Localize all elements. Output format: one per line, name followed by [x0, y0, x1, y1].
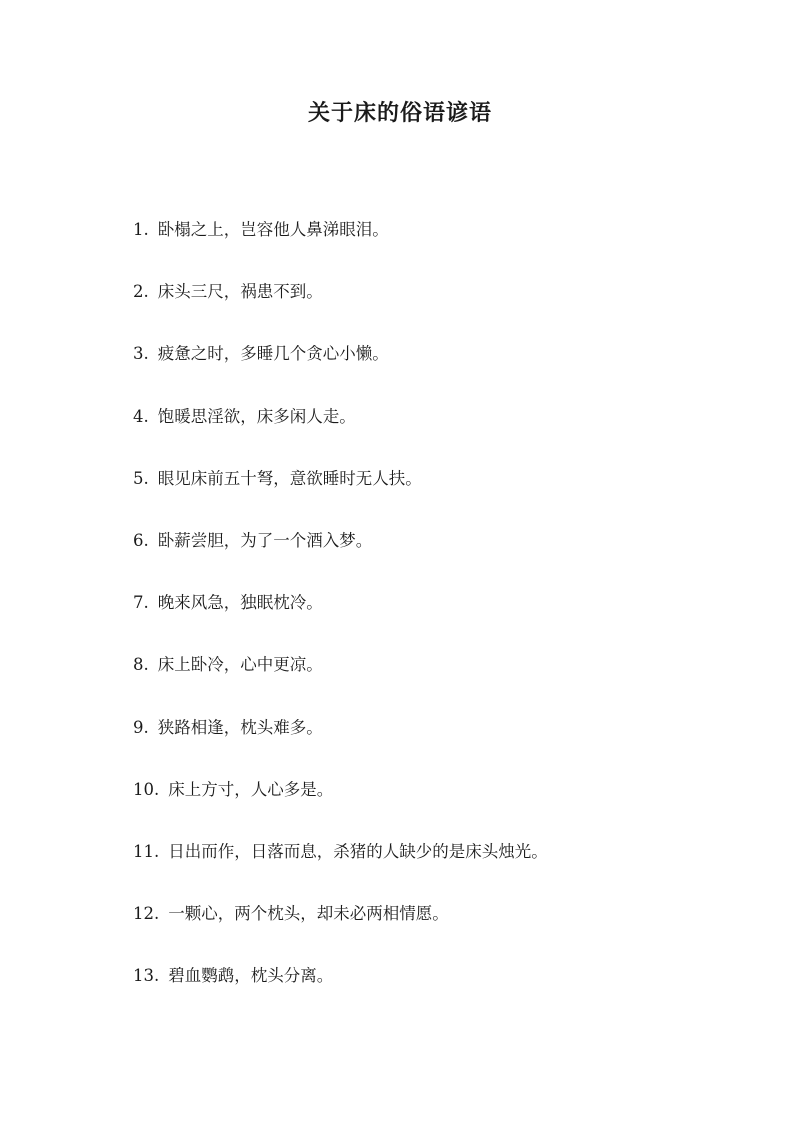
- list-item: [133, 961, 548, 1023]
- proverb-list: [133, 215, 548, 1023]
- item-number: 6.: [133, 530, 149, 550]
- item-text: 眼见床前五十弩，意欲睡时无人扶。: [157, 468, 422, 488]
- list-item: [133, 277, 548, 339]
- list-item: [133, 339, 548, 401]
- list-item: [133, 837, 548, 899]
- list-item: [133, 402, 548, 464]
- list-item: [133, 526, 548, 588]
- list-item: [133, 713, 548, 775]
- item-number: 12.: [133, 904, 160, 924]
- item-text: 碧血鹦鹉，枕头分离。: [168, 966, 334, 986]
- item-number: 7.: [133, 593, 149, 613]
- item-text: 晚来风急，独眠枕冷。: [157, 593, 323, 613]
- item-number: 8.: [133, 655, 149, 675]
- item-number: 11.: [133, 841, 160, 861]
- list-item: [133, 775, 548, 837]
- list-item: [133, 588, 548, 650]
- item-text: 饱暖思淫欲，床多闲人走。: [157, 406, 356, 426]
- item-number: 1.: [133, 220, 149, 239]
- item-number: 9.: [133, 717, 149, 737]
- item-text: 疲惫之时，多睡几个贪心小懒。: [157, 344, 389, 364]
- item-number: 13.: [133, 966, 160, 986]
- item-text: 床上卧冷，心中更凉。: [157, 655, 323, 675]
- list-item: [133, 650, 548, 712]
- item-text: 床头三尺，祸患不到。: [157, 282, 323, 302]
- item-text: 卧薪尝胆，为了一个酒入梦。: [157, 530, 373, 550]
- document-title: 关于床的俗语谚语: [307, 100, 492, 126]
- item-text: 卧榻之上，岂容他人鼻涕眼泪。: [157, 220, 389, 239]
- list-item: [133, 899, 548, 961]
- item-text: 狭路相逢，枕头难多。: [157, 717, 323, 737]
- item-text: 床上方寸，人心多是。: [168, 779, 334, 799]
- list-item: [133, 215, 548, 277]
- item-number: 5.: [133, 468, 149, 488]
- list-item: [133, 464, 548, 526]
- item-number: 4.: [133, 406, 149, 426]
- item-text: 一颗心，两个枕头，却未必两相情愿。: [168, 904, 449, 924]
- item-number: 3.: [133, 344, 149, 364]
- item-number: 10.: [133, 779, 160, 799]
- item-number: 2.: [133, 282, 149, 302]
- item-text: 日出而作，日落而息，杀猪的人缺少的是床头烛光。: [168, 841, 548, 861]
